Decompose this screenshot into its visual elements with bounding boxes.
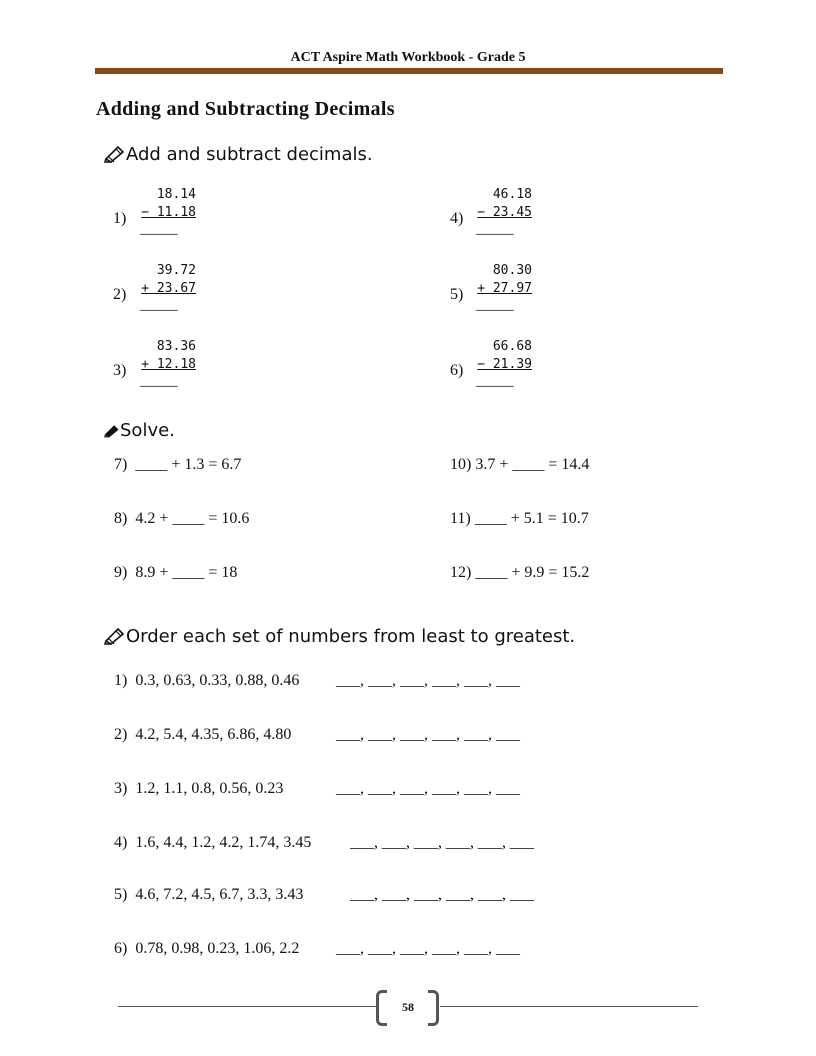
problem-1-bottom: − 11.18 (141, 205, 196, 220)
order-label: 3) (114, 780, 128, 797)
footer-bracket-left (376, 990, 387, 1026)
problem-6-top: 66.68 (492, 339, 532, 354)
solve-problem-11 (450, 510, 589, 528)
problem-1-stack (134, 186, 196, 236)
problem-6-answer-blank[interactable]: _____ (476, 373, 514, 389)
problem-2-label: 2) (113, 286, 127, 303)
order-numbers: 4.2, 5.4, 4.35, 6.86, 4.80 (135, 726, 292, 743)
section-3-instruction (104, 626, 575, 647)
header-rule (95, 68, 723, 74)
solve-problem-10 (450, 456, 589, 474)
solve-label: 12) (450, 564, 472, 581)
problem-3-stack (134, 338, 196, 388)
solve-problem-9 (114, 564, 237, 582)
order-numbers: 1.2, 1.1, 0.8, 0.56, 0.23 (135, 780, 284, 797)
solve-equation[interactable]: ____ + 5.1 = 10.7 (474, 510, 589, 527)
solve-problem-7 (114, 456, 241, 474)
order-problem-3 (114, 780, 283, 798)
footer-line-right (440, 1006, 698, 1007)
section-1-instruction (104, 144, 373, 165)
problem-1-label: 1) (113, 210, 127, 227)
order-blanks-2[interactable]: ___, ___, ___, ___, ___, ___ (336, 726, 520, 743)
problem-5-bottom: + 27.97 (477, 281, 532, 296)
order-numbers: 1.6, 4.4, 1.2, 4.2, 1.74, 3.45 (135, 834, 312, 851)
problem-1-answer-blank[interactable]: _____ (140, 221, 178, 237)
order-problem-6 (114, 940, 299, 958)
footer-bracket-right (428, 990, 439, 1026)
order-label: 2) (114, 726, 128, 743)
problem-3-bottom: + 12.18 (141, 357, 196, 372)
order-numbers: 0.3, 0.63, 0.33, 0.88, 0.46 (135, 672, 300, 689)
problem-5-top: 80.30 (492, 263, 532, 278)
solve-label: 11) (450, 510, 471, 527)
order-blanks-4[interactable]: ___, ___, ___, ___, ___, ___ (350, 834, 534, 851)
order-label: 5) (114, 886, 128, 903)
solve-problem-8 (114, 510, 249, 528)
problem-5-answer-blank[interactable]: _____ (476, 297, 514, 313)
problem-4-bottom: − 23.45 (477, 205, 532, 220)
problem-2-top: 39.72 (156, 263, 196, 278)
problem-2-answer-blank[interactable]: _____ (140, 297, 178, 313)
order-problem-4 (114, 834, 311, 852)
order-problem-1 (114, 672, 299, 690)
problem-4-stack (470, 186, 532, 236)
solve-equation[interactable]: ____ + 9.9 = 15.2 (475, 564, 590, 581)
problem-5-label: 5) (450, 286, 464, 303)
order-blanks-5[interactable]: ___, ___, ___, ___, ___, ___ (350, 886, 534, 903)
order-numbers: 4.6, 7.2, 4.5, 6.7, 3.3, 3.43 (135, 886, 304, 903)
page-title: Adding and Subtracting Decimals (96, 98, 395, 120)
pencil-icon (104, 145, 126, 163)
problem-4-answer-blank[interactable]: _____ (476, 221, 514, 237)
problem-5-stack (470, 262, 532, 312)
solve-label: 8) (114, 510, 128, 527)
page-number: 58 (402, 1000, 414, 1014)
solve-label: 10) (450, 456, 472, 473)
order-label: 6) (114, 940, 128, 957)
problem-6-stack (470, 338, 532, 388)
order-numbers: 0.78, 0.98, 0.23, 1.06, 2.2 (135, 940, 300, 957)
solve-label: 9) (114, 564, 128, 581)
order-problem-5 (114, 886, 303, 904)
solve-equation[interactable]: 4.2 + ____ = 10.6 (135, 510, 250, 527)
problem-6-label: 6) (450, 362, 464, 379)
order-blanks-3[interactable]: ___, ___, ___, ___, ___, ___ (336, 780, 520, 797)
footer-line-left (118, 1006, 376, 1007)
order-label: 1) (114, 672, 128, 689)
problem-1-top: 18.14 (156, 187, 196, 202)
problem-3-top: 83.36 (156, 339, 196, 354)
solve-problem-12 (450, 564, 589, 582)
solve-equation[interactable]: 8.9 + ____ = 18 (135, 564, 238, 581)
problem-2-stack (134, 262, 196, 312)
order-problem-2 (114, 726, 291, 744)
section-1-text: Add and subtract decimals. (126, 144, 373, 165)
order-label: 4) (114, 834, 128, 851)
problem-6-bottom: − 21.39 (477, 357, 532, 372)
problem-4-top: 46.18 (492, 187, 532, 202)
solve-label: 7) (114, 456, 128, 473)
problem-4-label: 4) (450, 210, 464, 227)
order-blanks-6[interactable]: ___, ___, ___, ___, ___, ___ (336, 940, 520, 957)
order-blanks-1[interactable]: ___, ___, ___, ___, ___, ___ (336, 672, 520, 689)
problem-3-label: 3) (113, 362, 127, 379)
section-2-text: Solve. (120, 420, 175, 441)
solve-equation[interactable]: 3.7 + ____ = 14.4 (475, 456, 590, 473)
section-3-text: Order each set of numbers from least to greatest. (126, 626, 576, 647)
pencil-icon (104, 627, 126, 645)
section-2-instruction (104, 420, 175, 441)
pencil-icon (104, 424, 120, 438)
problem-2-bottom: + 23.67 (141, 281, 196, 296)
solve-equation[interactable]: ____ + 1.3 = 6.7 (135, 456, 242, 473)
problem-3-answer-blank[interactable]: _____ (140, 373, 178, 389)
header-title: ACT Aspire Math Workbook - Grade 5 (290, 50, 526, 65)
